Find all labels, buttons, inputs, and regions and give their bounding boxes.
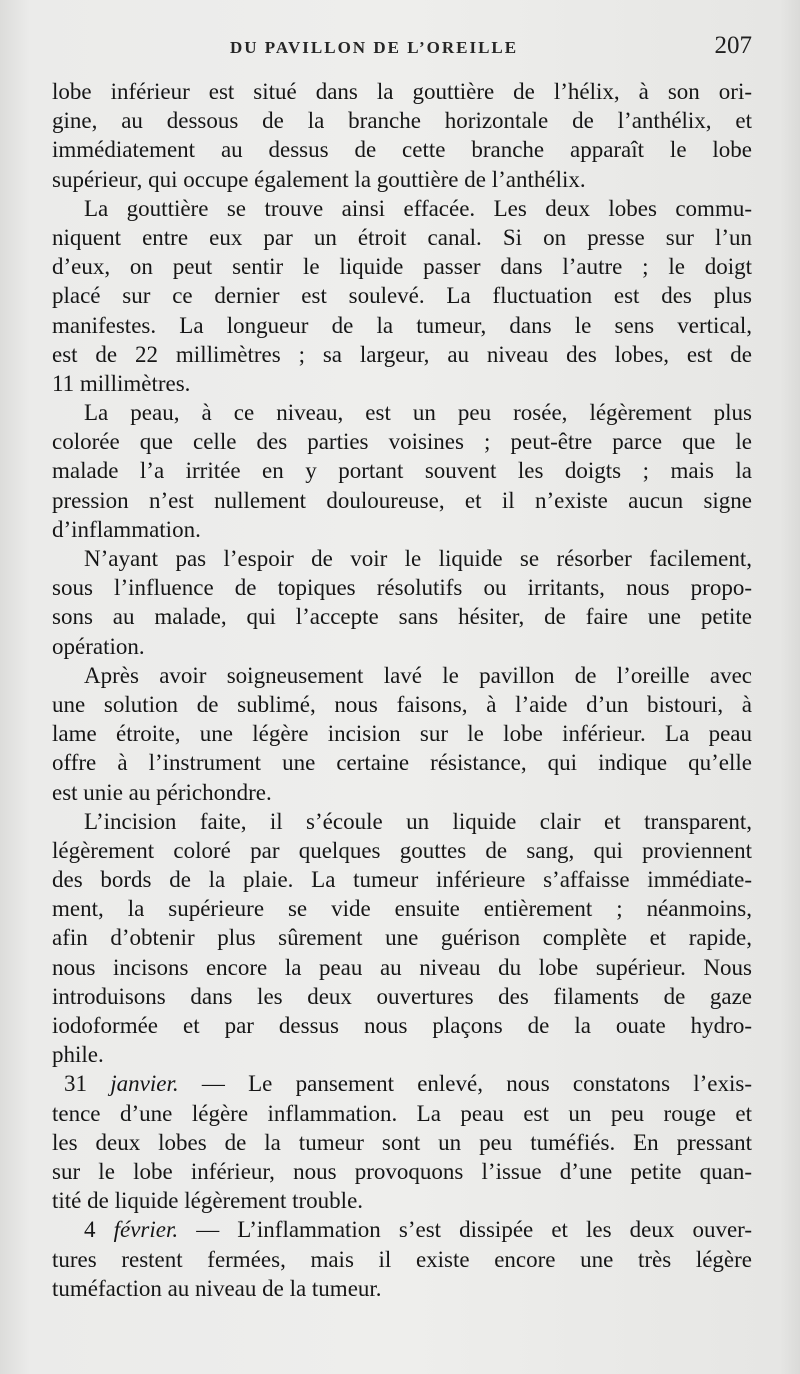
dated-entry-line: [52, 1215, 752, 1244]
text-line: tité de liquide légèrement trouble.: [52, 1188, 364, 1214]
date-month: février.: [113, 1217, 179, 1243]
text-line: placé sur ce dernier est soulevé. La fluctuation est des plus: [52, 283, 752, 309]
entry-text: Le pansement enlevé, nous constatons l’exis-: [248, 1071, 752, 1097]
text-line: une solution de sublimé, nous faisons, à l’aide d’un bistouri, à: [52, 691, 752, 717]
text-line: ment, la supérieure se vide ensuite entièrement ; néanmoins,: [52, 896, 752, 922]
text-line: immédiatement au dessus de cette branche apparaît le lobe: [52, 137, 752, 163]
text-line: les deux lobes de la tumeur sont un peu tuméfiés. En pressant: [52, 1129, 752, 1155]
text-line: est de 22 millimètres ; sa largeur, au niveau des lobes, est de: [52, 341, 752, 367]
text-line: niquent entre eux par un étroit canal. Si on presse sur l’un: [52, 224, 752, 250]
page-header: [52, 30, 752, 70]
text-line: sons au malade, qui l’accepte sans hésiter, de faire une petite: [52, 604, 752, 630]
date-day: 31: [64, 1071, 87, 1097]
text-line: iodoformée et par dessus nous plaçons de la ouate hydro-: [52, 1013, 752, 1038]
text-line: d’inflammation.: [52, 516, 201, 542]
text-line: opération.: [52, 633, 145, 659]
paragraph-start-line: L’incision faite, il s’écoule un liquide clair et transparent,: [84, 808, 752, 834]
text-line: sous l’influence de topiques résolutifs ou irritants, nous propo-: [52, 575, 752, 601]
text-line: lobe inférieur est situé dans la gouttière de l’hélix, à son ori-: [52, 79, 752, 104]
text-line: manifestes. La longueur de la tumeur, dans le sens vertical,: [52, 312, 752, 338]
running-head: DU PAVILLON DE L’OREILLE: [230, 38, 519, 57]
paragraph-start-line: La gouttière se trouve ainsi effacée. Les deux lobes commu-: [84, 195, 752, 221]
text-line: 11 millimètres.: [52, 370, 191, 396]
text-line: nous incisons encore la peau au niveau du lobe supérieur. Nous: [52, 954, 752, 980]
text-line: lame étroite, une légère incision sur le lobe inférieur. La peau: [52, 721, 752, 747]
text-line: pression n’est nullement douloureuse, et il n’existe aucun signe: [52, 487, 752, 513]
text-line: supérieur, qui occupe également la gouttière de l’anthélix.: [52, 166, 586, 192]
text-line: légèrement coloré par quelques gouttes de sang, qui proviennent: [52, 837, 752, 863]
text-line: tence d’une légère inflammation. La peau est un peu rouge et: [52, 1100, 752, 1126]
text-line: offre à l’instrument une certaine résistance, qui indique qu’elle: [52, 750, 752, 776]
em-dash: —: [178, 1217, 238, 1243]
entry-text: L’inflammation s’est dissipée et les deux ouver-: [237, 1217, 752, 1243]
em-dash: —: [178, 1071, 249, 1097]
text-line: sur le lobe inférieur, nous provoquons l’issue d’une petite quan-: [52, 1158, 752, 1184]
text-line: introduisons dans les deux ouvertures des filaments de gaze: [52, 983, 752, 1009]
date-month: janvier.: [110, 1071, 179, 1097]
text-line: phile.: [52, 1042, 104, 1068]
text-line: tuméfaction au niveau de la tumeur.: [52, 1275, 382, 1301]
text-line: afin d’obtenir plus sûrement une guérison complète et rapide,: [52, 925, 752, 951]
paragraph-start-line: N’ayant pas l’espoir de voir le liquide se résorber facilement,: [84, 546, 752, 571]
page-number: 207: [714, 32, 752, 59]
text-line: tures restent fermées, mais il existe encore une très légère: [52, 1246, 752, 1272]
body-text: [52, 77, 752, 1303]
date-day: 4: [84, 1217, 96, 1243]
dated-entry-line: [52, 1069, 752, 1098]
text-line: gine, au dessous de la branche horizontale de l’anthélix, et: [52, 108, 752, 134]
paragraph-start-line: Après avoir soigneusement lavé le pavillon de l’oreille avec: [84, 662, 752, 688]
text-line: malade l’a irritée en y portant souvent les doigts ; mais la: [52, 458, 752, 484]
text-line: est unie au périchondre.: [52, 779, 272, 805]
text-line: d’eux, on peut sentir le liquide passer dans l’autre ; le doigt: [52, 254, 752, 280]
text-line: des bords de la plaie. La tumeur inférieure s’affaisse immédiate-: [52, 867, 752, 893]
paragraph-start-line: La peau, à ce niveau, est un peu rosée, légèrement plus: [84, 400, 752, 426]
text-line: colorée que celle des parties voisines ; peut-être parce que le: [52, 429, 752, 455]
